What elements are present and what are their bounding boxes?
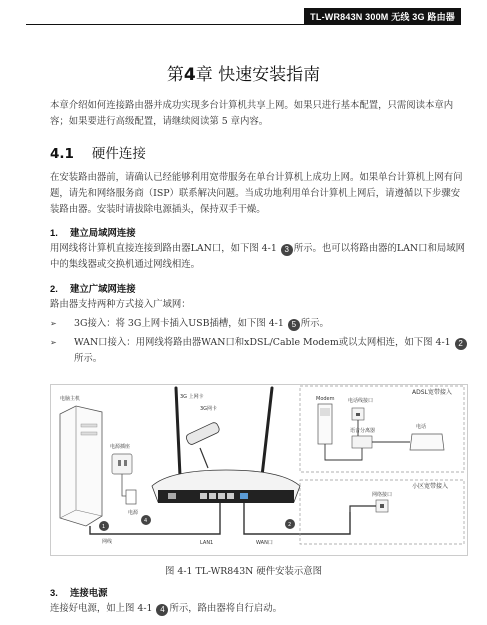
- step1-badge: 3: [281, 244, 293, 256]
- section-intro: 在安装路由器前，请确认已经能够利用宽带服务在单台计算机上成功上网。如果单台计算机上网有问题，请先和网络服务商（ISP）联系解决问题。当成功地利用单台计算机上网后，请遵循以下步骤安装路由器。安装时请拔除电源插头，保持双手干燥。: [50, 172, 463, 215]
- label-cable-1: 网线: [102, 539, 113, 545]
- figure-caption: 图 4-1 TL-WR843N 硬件安装示意图: [165, 566, 322, 577]
- step3-text-b: 所示，路由器将自行启动。: [169, 603, 282, 614]
- bullet-3g-badge: 5: [288, 319, 300, 331]
- label-computer: 电脑主机: [60, 396, 81, 402]
- phone-jack-icon: [352, 408, 364, 420]
- document-header-tag: TL-WR843N 300M 无线 3G 路由器: [304, 8, 461, 25]
- step1-title: 建立局域网连接: [70, 227, 136, 238]
- chapter-suffix: 章 快速安装指南: [195, 65, 321, 85]
- step2-heading: [50, 281, 136, 295]
- label-modem: Modem: [316, 396, 335, 402]
- label-3g-modem: 3G 上网卡: [180, 394, 204, 400]
- label-power-socket: 电源插座: [110, 444, 131, 450]
- chapter-number: 4: [183, 65, 196, 85]
- bullet-wan-text-b: 所示。: [74, 353, 103, 364]
- hardware-installation-figure: [50, 384, 468, 556]
- bullet-wan-badge: 2: [455, 338, 467, 350]
- splitter-icon: [352, 436, 372, 448]
- label-lan: LAN1: [200, 540, 214, 546]
- chapter-prefix: 第: [166, 65, 184, 85]
- step1-number: 1.: [50, 227, 58, 238]
- step2-bullet-3g: [50, 316, 468, 332]
- bullet-3g-text-b: 所示。: [300, 318, 329, 329]
- label-net-jack: 网络接口: [372, 492, 393, 498]
- network-jack-icon: [376, 500, 388, 512]
- label-phone-jack: 电话线接口: [348, 398, 374, 404]
- dsl-modem-icon: [318, 404, 332, 444]
- section-heading: [50, 142, 146, 162]
- step3-title: 连接电源: [70, 587, 108, 598]
- figure-step-1: 1: [102, 524, 106, 530]
- step3-number: 3.: [50, 587, 58, 598]
- step3-text-a: 连接好电源，如上图 4-1: [50, 603, 156, 614]
- bullet-3g-text-a: 3G接入：将 3G上网卡插入USB插槽，如下图 4-1: [74, 318, 287, 329]
- label-area-broadband: 小区宽带接入: [412, 483, 449, 490]
- step2-bullet-wan: [50, 335, 468, 367]
- computer-tower-icon: [60, 406, 102, 526]
- installation-diagram: [50, 384, 468, 556]
- bullet-arrow-icon: ➢: [50, 319, 57, 328]
- header-rule: [26, 24, 461, 25]
- step3-heading: [50, 585, 108, 599]
- section-title: 硬件连接: [91, 146, 146, 162]
- figure-step-2: 2: [288, 522, 292, 528]
- bullet-wan-text-a: WAN口接入：用网线将路由器WAN口和xDSL/Cable Modem或以太网相连，如下图 4-1: [74, 337, 454, 348]
- chapter-title: [0, 60, 487, 85]
- label-wan: WAN口: [256, 540, 273, 546]
- step2-number: 2.: [50, 283, 58, 294]
- step2-text: 路由器支持两种方式接入广域网：: [50, 299, 191, 310]
- step1-text-b: 所示。也可以将路由器的LAN口和局域网中的集线器或交换机通过网线相连。: [50, 243, 465, 270]
- label-power: 电源: [128, 510, 139, 516]
- chapter-intro: 本章介绍如何连接路由器并成功实现多台计算机共享上网。如果只进行基本配置，只需阅读本章内容；如果要进行高级配置，请继续阅读第 5 章内容。: [50, 100, 454, 127]
- section-number: 4.1: [50, 146, 74, 162]
- step3-text: [50, 601, 468, 617]
- label-adsl: ADSL宽带接入: [412, 389, 452, 396]
- step2-title: 建立广域网连接: [70, 283, 136, 294]
- step1-text: [50, 241, 468, 273]
- telephone-icon: [410, 434, 444, 450]
- figure-step-4: 4: [144, 518, 148, 524]
- step1-text-a: 用网线将计算机直接连接到路由器LAN口，如下图 4-1: [50, 243, 280, 254]
- bullet-arrow-icon: ➢: [50, 338, 57, 347]
- label-phone: 电话: [416, 424, 427, 430]
- label-splitter: 语音分离器: [350, 428, 376, 434]
- step3-badge: 4: [156, 604, 168, 616]
- label-3g-card: 3G网卡: [200, 406, 218, 412]
- step1-heading: [50, 225, 136, 239]
